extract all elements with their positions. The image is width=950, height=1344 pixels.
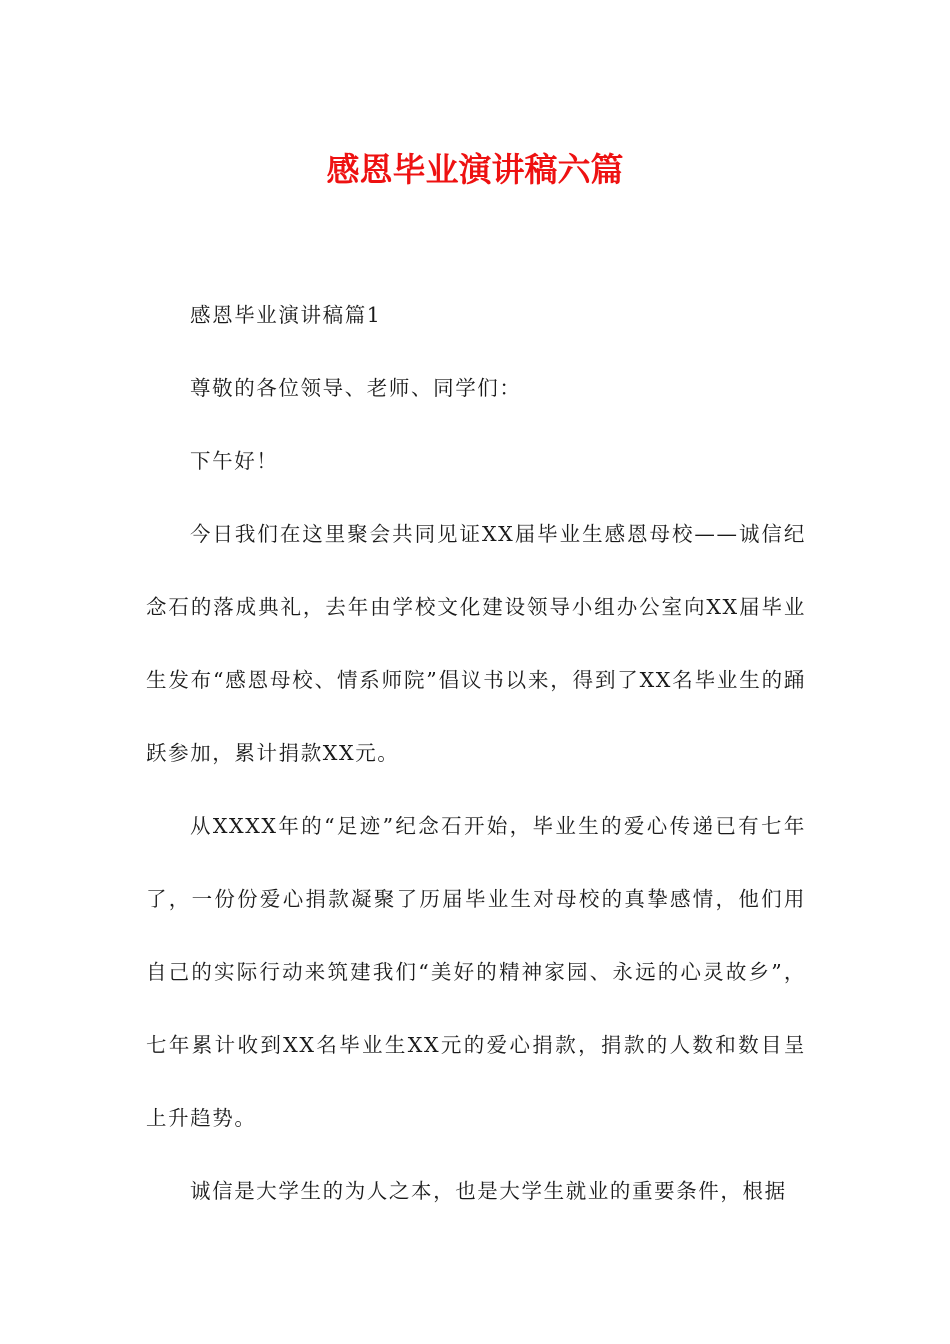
body-paragraph: 诚信是大学生的为人之本，也是大学生就业的重要条件，根据: [190, 1179, 787, 1203]
document-body: [146, 279, 806, 1228]
greeting: 下午好！: [190, 449, 279, 473]
body-paragraph: 今日我们在这里聚会共同见证XX届毕业生感恩母校——诚信纪念石的落成典礼，去年由学校文化建设领导小组办公室向XX届毕业生发布“感恩母校、情系师院”倡议书以来，得到了XX名毕业生的踊跃参加，累计捐款XX元。: [146, 522, 806, 765]
salutation: 尊敬的各位领导、老师、同学们：: [190, 376, 522, 400]
section-heading: 感恩毕业演讲稿篇1: [190, 303, 382, 327]
document-title: 感恩毕业演讲稿六篇: [326, 150, 624, 189]
body-paragraph: 从XXXX年的“足迹”纪念石开始，毕业生的爱心传递已有七年了，一份份爱心捐款凝聚了历届毕业生对母校的真挚感情，他们用自己的实际行动来筑建我们“美好的精神家园、永远的心灵故乡”，七年累计收到XX名毕业生XX元的爱心捐款，捐款的人数和数目呈上升趋势。: [146, 814, 806, 1130]
